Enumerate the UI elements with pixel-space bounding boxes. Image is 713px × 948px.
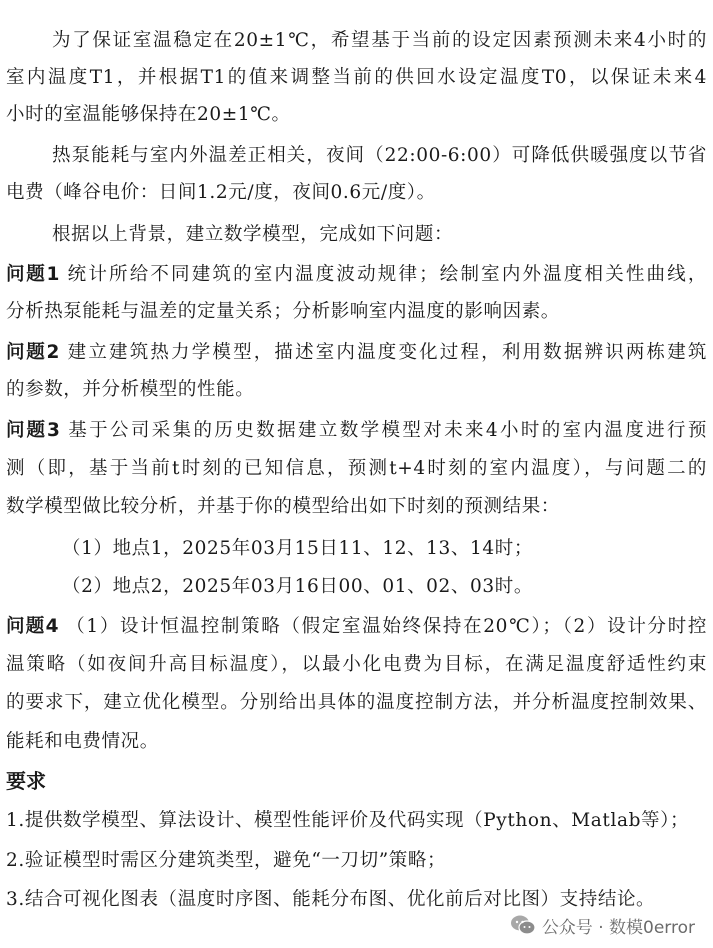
question-4-text: （1）设计恒温控制策略（假定室温始终保持在20℃）；（2）设计分时控 xyxy=(58,616,707,637)
paragraph-line: 小时的室温能够保持在20±1℃。 xyxy=(6,104,291,125)
question-2-text: 建立建筑热力学模型，描述室内温度变化过程，利用数据辨识两栋建筑 xyxy=(59,342,707,363)
list-item: （1）地点1，2025年03月15日11、12、13、14时； xyxy=(62,538,533,559)
watermark xyxy=(510,912,695,938)
paragraph-line: 电费（峰谷电价：日间1.2元/度，夜间0.6元/度）。 xyxy=(6,182,436,203)
paragraph-line: 温策略（如夜间升高目标温度），以最小化电费为目标，在满足温度舒适性约束 xyxy=(6,654,707,675)
paragraph-line: 根据以上背景，建立数学模型，完成如下问题： xyxy=(52,224,454,245)
question-4-line xyxy=(6,614,707,640)
paragraph-line: 数学模型做比较分析，并基于你的模型给出如下时刻的预测结果： xyxy=(6,496,560,517)
paragraph-line: 为了保证室温稳定在20±1℃，希望基于当前的设定因素预测未来4小时的 xyxy=(52,30,707,51)
paragraph-line: 热泵能耗与室内外温差正相关，夜间（22:00-6:00）可降低供暖强度以节省 xyxy=(52,145,707,166)
question-1-text: 统计所给不同建筑的室内温度波动规律；绘制室内外温度相关性曲线， xyxy=(59,264,707,285)
paragraph-line: 能耗和电费情况。 xyxy=(6,731,159,752)
wechat-icon xyxy=(510,914,536,936)
question-3-line xyxy=(6,418,707,444)
question-3-text: 基于公司采集的历史数据建立数学模型对未来4小时的室内温度进行预 xyxy=(60,420,707,441)
watermark-text: 公众号 · 数模0error xyxy=(541,917,695,938)
paragraph-line: 的参数，并分析模型的性能。 xyxy=(6,379,255,400)
question-1-line xyxy=(6,262,707,288)
question-3-heading: 问题3 xyxy=(6,420,61,441)
paragraph-line: 测（即，基于当前t时刻的已知信息，预测t+4时刻的室内温度），与问题二的 xyxy=(6,458,707,479)
question-2-line xyxy=(6,340,707,366)
paragraph-line: 室内温度T1，并根据T1的值来调整当前的供回水设定温度T0，以保证未来4 xyxy=(6,67,707,88)
requirements-heading: 要求 xyxy=(6,769,46,793)
requirement-item: 2.验证模型时需区分建筑类型，避免“一刀切”策略； xyxy=(6,850,447,871)
question-2-heading: 问题2 xyxy=(6,342,60,363)
list-item: （2）地点2，2025年03月16日00、01、02、03时。 xyxy=(62,576,533,597)
paragraph-line: 的要求下，建立优化模型。分别给出具体的温度控制方法，并分析温度控制效果、 xyxy=(6,692,707,713)
requirement-item: 1.提供数学模型、算法设计、模型性能评价及代码实现（Python、Matlab等）； xyxy=(6,810,690,831)
paragraph-line: 分析热泵能耗与温差的定量关系；分析影响室内温度的影响因素。 xyxy=(6,301,560,322)
question-4-heading: 问题4 xyxy=(6,616,59,637)
question-1-heading: 问题1 xyxy=(6,264,60,285)
requirement-item: 3.结合可视化图表（温度时序图、能耗分布图、优化前后对比图）支持结论。 xyxy=(6,889,656,910)
